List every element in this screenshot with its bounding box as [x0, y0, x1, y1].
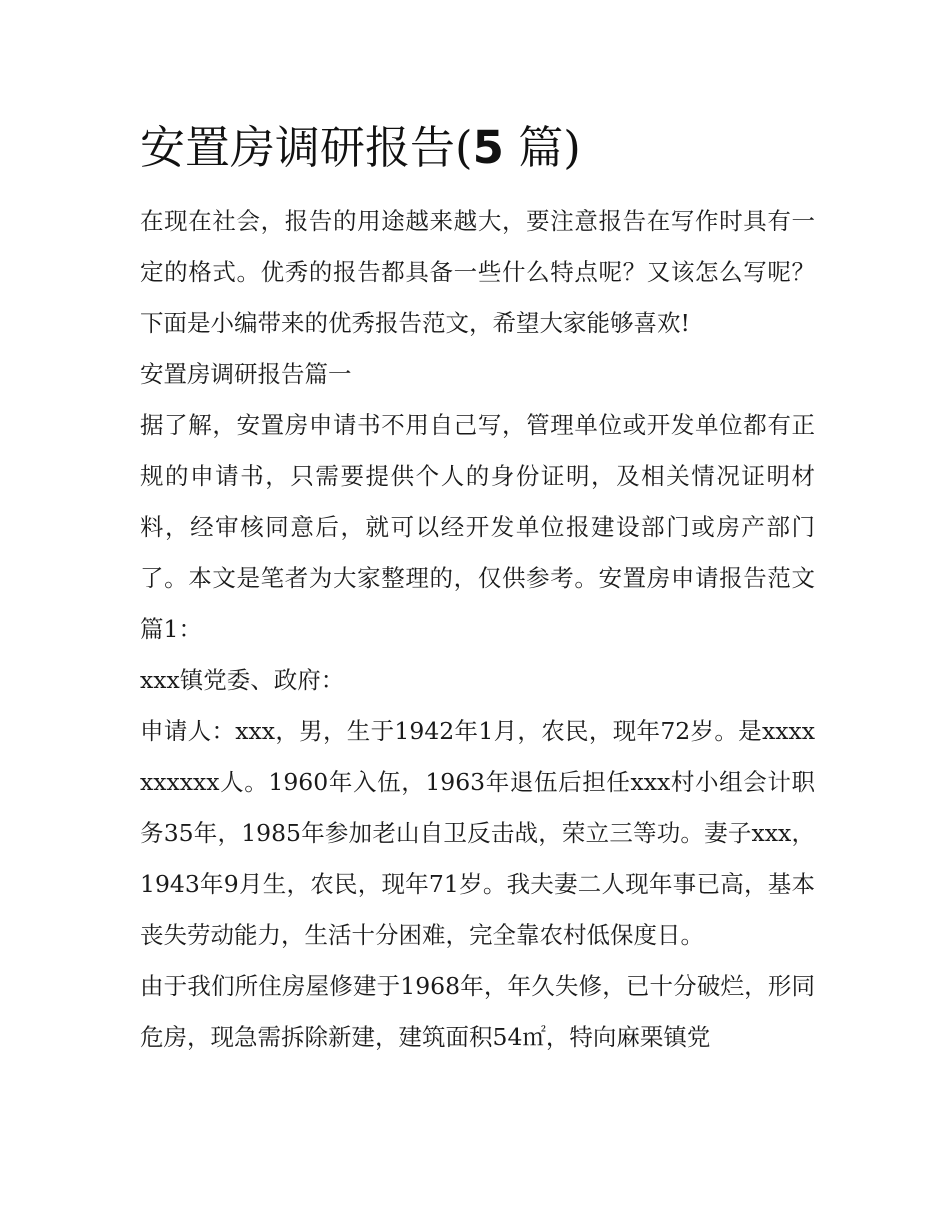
page-title: [140, 116, 840, 180]
document-body: [140, 196, 815, 1063]
title-count: 5: [472, 121, 504, 174]
title-suffix: 篇): [518, 121, 581, 174]
intro-paragraph: 在现在社会，报告的用途越来越大，要注意报告在写作时具有一定的格式。优秀的报告都具备一些什么特点呢？又该怎么写呢？下面是小编带来的优秀报告范文，希望大家能够喜欢!: [140, 207, 815, 337]
title-text: 安置房调研报告(: [140, 121, 473, 174]
body-paragraph: 据了解，安置房申请书不用自己写，管理单位或开发单位都有正规的申请书，只需要提供个人的身份证明，及相关情况证明材料，经审核同意后，就可以经开发单位报建设部门或房产部门了。本文是笔者为大家整理的，仅供参考。安置房申请报告范文篇1：: [140, 411, 815, 643]
letter-salutation: xxx镇党委、政府：: [140, 666, 345, 694]
section-heading: 安置房调研报告篇一: [140, 360, 352, 388]
body-paragraph: 申请人：xxx，男，生于1942年1月，农民，现年72岁。是xxxxxxxxxx人。1960年入伍，1963年退伍后担任xxx村小组会计职务35年，1985年参加老山自卫反击战，荣立三等功。妻子xxx，1943年9月生，农民，现年71岁。我夫妻二人现年事已高，基本丧失劳动能力，生活十分困难，完全靠农村低保度日。: [140, 717, 815, 949]
body-paragraph: 由于我们所住房屋修建于1968年，年久失修，已十分破烂，形同危房，现急需拆除新建，建筑面积54㎡，特向麻栗镇党: [140, 972, 815, 1051]
